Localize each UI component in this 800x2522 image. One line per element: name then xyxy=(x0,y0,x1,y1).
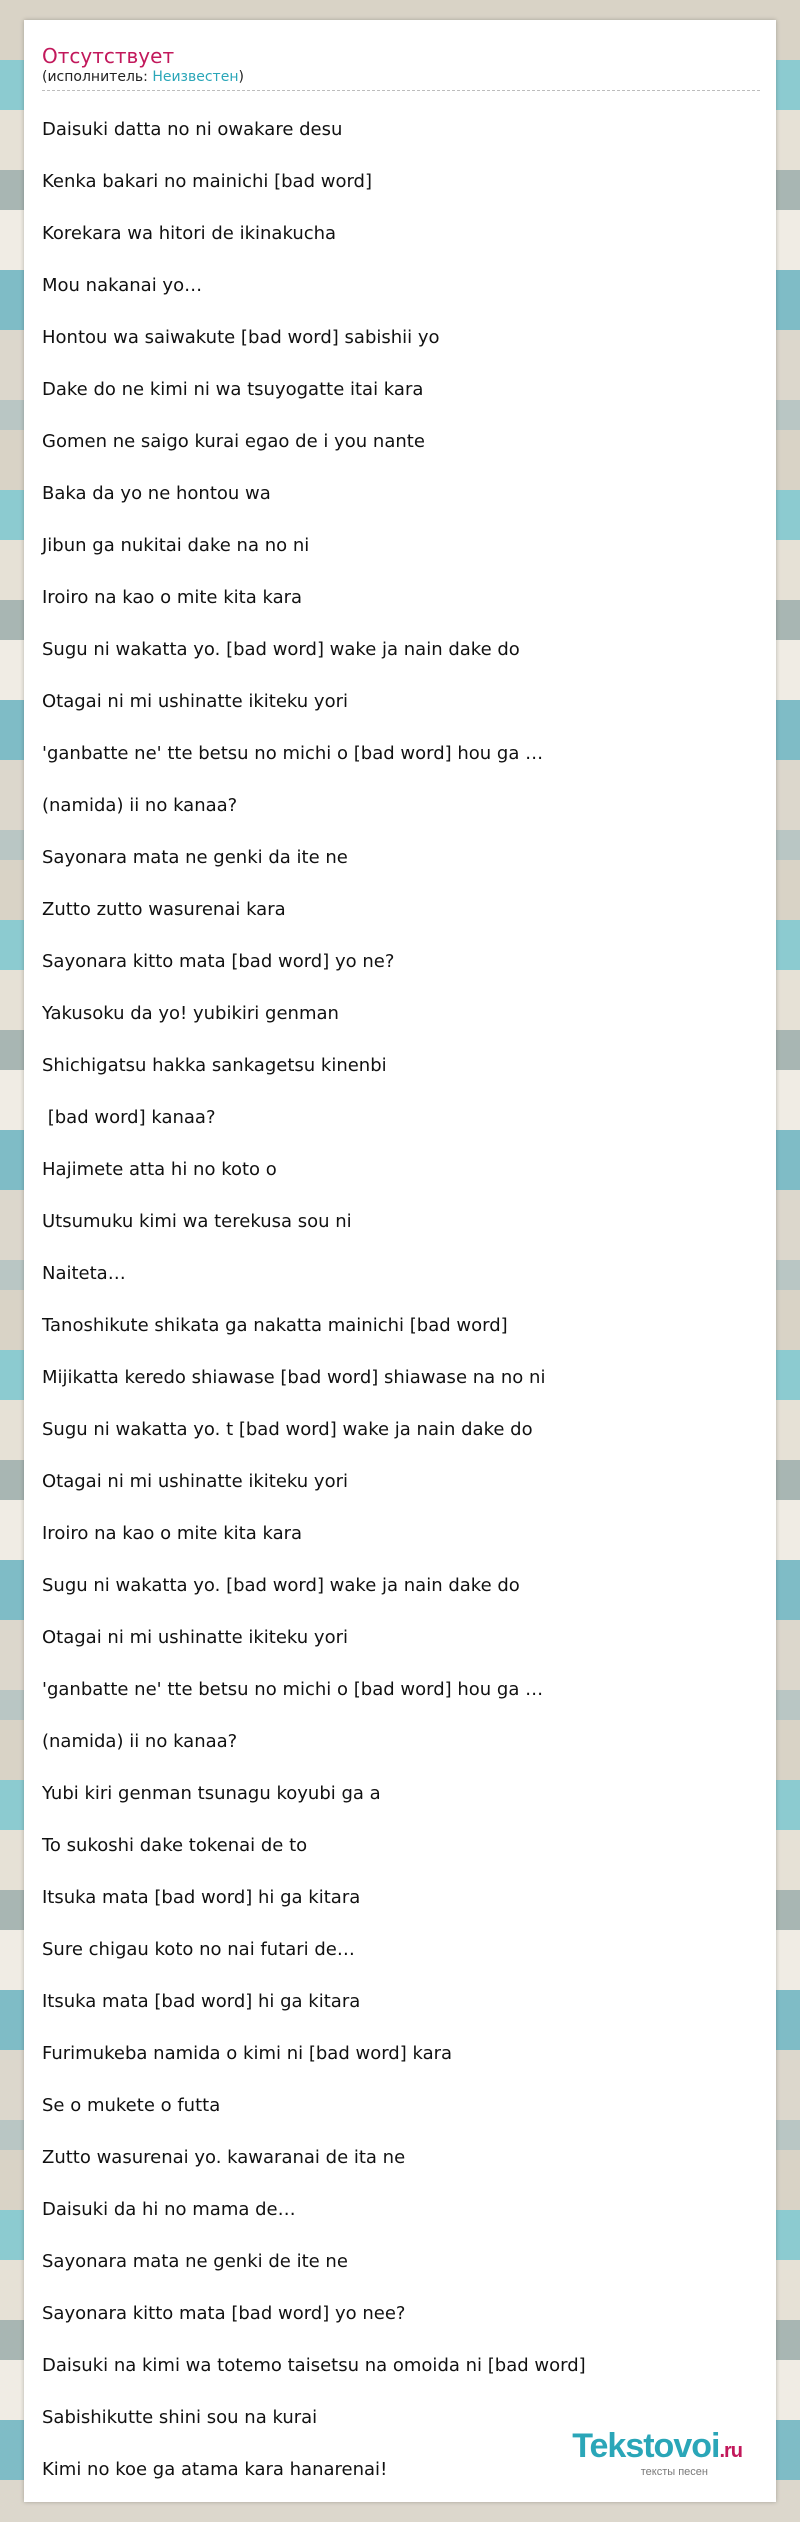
lyrics-page xyxy=(24,20,776,2502)
lyric-line: Yakusoku da yo! yubikiri genman xyxy=(42,1003,339,1024)
lyric-line: 'ganbatte ne' tte betsu no michi o [bad word] hou ga … xyxy=(42,743,544,764)
song-header xyxy=(42,44,760,91)
lyric-line: Daisuki datta no ni owakare desu xyxy=(42,119,343,140)
lyric-line: Korekara wa hitori de ikinakucha xyxy=(42,223,337,244)
logo-name: Tekstovoi xyxy=(572,2427,720,2465)
site-logo[interactable] xyxy=(572,2429,742,2478)
lyric-line: Daisuki da hi no mama de… xyxy=(42,2199,296,2220)
lyric-line: Hajimete atta hi no koto o xyxy=(42,1159,277,1180)
lyric-line: Sayonara mata ne genki de ite ne xyxy=(42,2251,348,2272)
lyric-line: Sugu ni wakatta yo. [bad word] wake ja nain dake do xyxy=(42,639,520,660)
lyric-line: Hontou wa saiwakute [bad word] sabishii yo xyxy=(42,327,440,348)
lyric-line: Utsumuku kimi wa terekusa sou ni xyxy=(42,1211,352,1232)
lyric-line: Otagai ni mi ushinatte ikiteku yori xyxy=(42,1471,348,1492)
lyrics-list xyxy=(42,104,760,2496)
lyric-line: Sugu ni wakatta yo. [bad word] wake ja nain dake do xyxy=(42,1575,520,1596)
lyric-line: Dake do ne kimi ni wa tsuyogatte itai kara xyxy=(42,379,424,400)
lyric-line: Kimi no koe ga atama kara hanarenai! xyxy=(42,2459,388,2480)
lyric-line: Naiteta… xyxy=(42,1263,126,1284)
artist-suffix: ) xyxy=(238,69,244,85)
lyric-line: Mou nakanai yo… xyxy=(42,275,203,296)
lyric-line: Yubi kiri genman tsunagu koyubi ga a xyxy=(42,1783,381,1804)
lyric-line: Baka da yo ne hontou wa xyxy=(42,483,271,504)
lyric-line: Sayonara kitto mata [bad word] yo ne? xyxy=(42,951,395,972)
lyric-line: Shichigatsu hakka sankagetsu kinenbi xyxy=(42,1055,387,1076)
lyric-line: Daisuki na kimi wa totemo taisetsu na omoida ni [bad word] xyxy=(42,2355,586,2376)
lyric-line: Sugu ni wakatta yo. t [bad word] wake ja nain dake do xyxy=(42,1419,533,1440)
logo-tld: .ru xyxy=(719,2440,742,2462)
lyric-line: Iroiro na kao o mite kita kara xyxy=(42,587,303,608)
lyric-line: Otagai ni mi ushinatte ikiteku yori xyxy=(42,691,348,712)
lyric-line: (namida) ii no kanaa? xyxy=(42,795,238,816)
lyric-line: Itsuka mata [bad word] hi ga kitara xyxy=(42,1991,361,2012)
lyric-line: 'ganbatte ne' tte betsu no michi o [bad word] hou ga … xyxy=(42,1679,544,1700)
lyric-line: Furimukeba namida o kimi ni [bad word] kara xyxy=(42,2043,453,2064)
lyric-line: (namida) ii no kanaa? xyxy=(42,1731,238,1752)
lyric-line: Jibun ga nukitai dake na no ni xyxy=(42,535,310,556)
lyric-line: To sukoshi dake tokenai de to xyxy=(42,1835,308,1856)
lyric-line: Gomen ne saigo kurai egao de i you nante xyxy=(42,431,425,452)
lyric-line: Sure chigau koto no nai futari de… xyxy=(42,1939,355,1960)
lyric-line: Tanoshikute shikata ga nakatta mainichi [bad word] xyxy=(42,1315,508,1336)
lyric-line: Itsuka mata [bad word] hi ga kitara xyxy=(42,1887,361,1908)
song-title: Отсутствует xyxy=(42,44,175,68)
lyric-line: Sayonara mata ne genki da ite ne xyxy=(42,847,348,868)
lyric-line: Sayonara kitto mata [bad word] yo nee? xyxy=(42,2303,406,2324)
lyric-line: Iroiro na kao o mite kita kara xyxy=(42,1523,303,1544)
lyric-line: Otagai ni mi ushinatte ikiteku yori xyxy=(42,1627,348,1648)
lyric-line: Zutto zutto wasurenai kara xyxy=(42,899,286,920)
lyric-line: Zutto wasurenai yo. kawaranai de ita ne xyxy=(42,2147,406,2168)
lyric-line: Mijikatta keredo shiawase [bad word] shiawase na no ni xyxy=(42,1367,546,1388)
lyric-line: [bad word] kanaa? xyxy=(42,1107,216,1128)
lyric-line: Sabishikutte shini sou na kurai xyxy=(42,2407,318,2428)
logo-tagline: тексты песен xyxy=(640,2466,708,2478)
logo-wordmark xyxy=(572,2429,742,2468)
artist-link[interactable]: Неизвестен xyxy=(152,69,239,85)
lyric-line: Se o mukete o futta xyxy=(42,2095,221,2116)
lyric-line: Kenka bakari no mainichi [bad word] xyxy=(42,171,373,192)
artist-prefix: (исполнитель: xyxy=(42,69,153,85)
song-subtitle xyxy=(42,68,760,86)
